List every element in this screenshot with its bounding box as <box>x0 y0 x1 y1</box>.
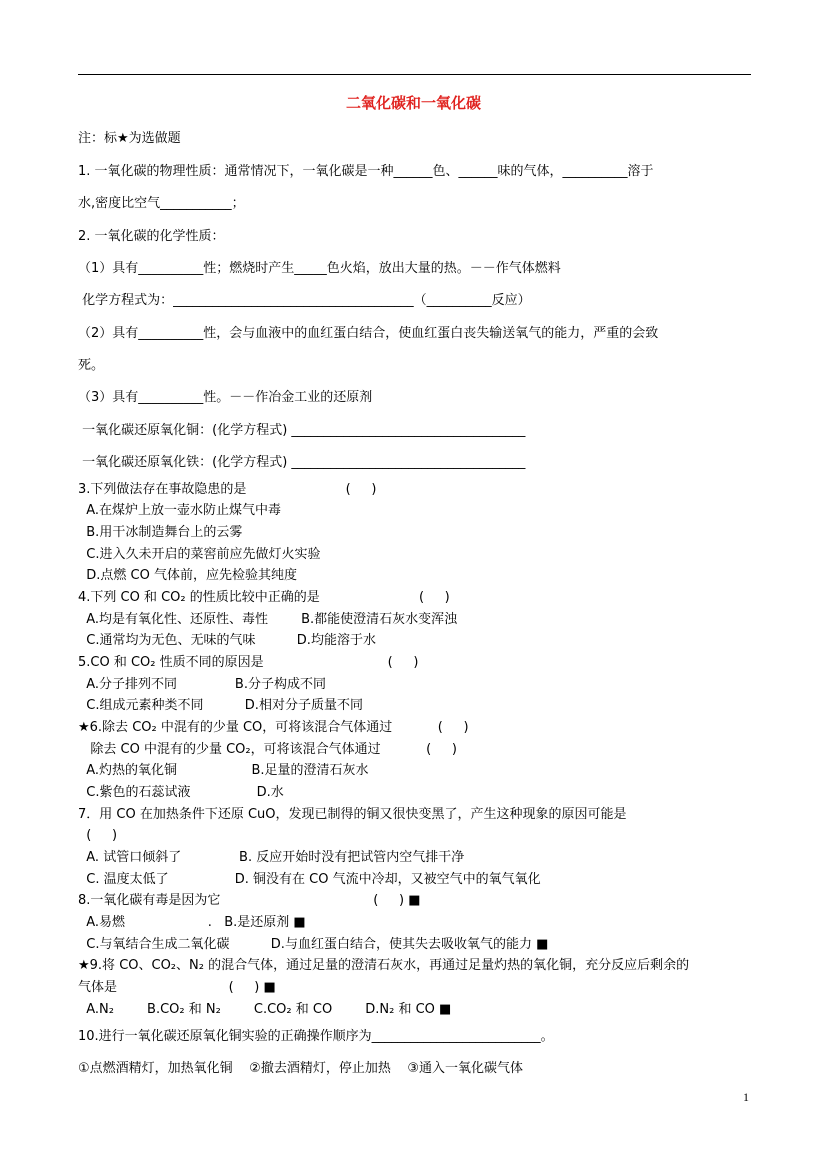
question-6b: 除去 CO 中混有的少量 CO₂，可将该混合气体通过 ( ) <box>78 742 457 757</box>
question-5: 5.CO 和 CO₂ 性质不同的原因是 ( ) <box>78 655 419 670</box>
text-line: 一氧化碳还原氧化铜：(化学方程式) ____________________________________ <box>78 423 526 438</box>
header-rule <box>78 74 751 75</box>
text-line: 气体是 ( ) ■ <box>78 980 276 995</box>
option-line: A.易燃 . B.是还原剂 ■ <box>78 915 306 930</box>
option-line: C. 温度太低了 D. 铜没有在 CO 气流中冷却，又被空气中的氧气氧化 <box>78 872 541 887</box>
question-6: ★6.除去 CO₂ 中混有的少量 CO，可将该混合气体通过 ( ) <box>78 720 469 735</box>
option-line: A. 试管口倾斜了 B. 反应开始时没有把试管内空气排干净 <box>78 850 465 865</box>
question-7: 7．用 CO 在加热条件下还原 CuO，发现已制得的铜又很快变黑了，产生这种现象的原因可能是 <box>78 807 627 822</box>
option-line: B.用干冰制造舞台上的云雾 <box>78 525 243 540</box>
option-line: C.通常均为无色、无味的气味 D.均能溶于水 <box>78 633 376 648</box>
option-line: A.均是有氧化性、还原性、毒性 B.都能使澄清石灰水变浑浊 <box>78 612 458 627</box>
question-8: 8.一氧化碳有毒是因为它 ( ) ■ <box>78 893 421 908</box>
question-3: 3.下列做法存在事故隐患的是 ( ) <box>78 482 377 497</box>
option-line: D.点燃 CO 气体前，应先检验其纯度 <box>78 568 297 583</box>
question-9: ★9.将 CO、CO₂、N₂ 的混合气体，通过足量的澄清石灰水，再通过足量灼热的氧化铜，充分反应后剩余的 <box>78 958 690 973</box>
option-line: C.组成元素种类不同 D.相对分子质量不同 <box>78 698 363 713</box>
page-title: 二氧化碳和一氧化碳 <box>345 94 481 112</box>
text-line: 水,密度比空气___________； <box>78 196 245 211</box>
text-line: （2）具有__________性，会与血液中的血红蛋白结合，使血红蛋白丧失输送氧气的能力，严重的会致 <box>78 326 659 341</box>
step-options: ①点燃酒精灯，加热氧化铜 ②撤去酒精灯，停止加热 ③通入一氧化碳气体 <box>78 1061 524 1076</box>
text-line: （1）具有__________性；燃烧时产生_____色火焰，放出大量的热。－－作气体燃料 <box>78 261 561 276</box>
text-line: 死。 <box>78 358 105 373</box>
note-line: 注：标★为选做题 <box>78 131 181 146</box>
question-4: 4.下列 CO 和 CO₂ 的性质比较中正确的是 ( ) <box>78 590 450 605</box>
option-line: A.N₂ B.CO₂ 和 N₂ C.CO₂ 和 CO D.N₂ 和 CO ■ <box>78 1002 452 1017</box>
option-line: C.与氧结合生成二氧化碳 D.与血红蛋白结合，使其失去吸收氧气的能力 ■ <box>78 937 549 952</box>
question-10: 10.进行一氧化碳还原氧化铜实验的正确操作顺序为__________________________。 <box>78 1029 554 1044</box>
page-number: 1 <box>743 1090 749 1104</box>
option-line: C.进入久未开启的菜窖前应先做灯火实验 <box>78 547 321 562</box>
option-line: A.分子排列不同 B.分子构成不同 <box>78 677 326 692</box>
text-line: 一氧化碳还原氧化铁：(化学方程式) ____________________________________ <box>78 455 526 470</box>
text-line: 化学方程式为：_____________________________________（__________反应） <box>78 293 531 308</box>
option-line: A.在煤炉上放一壶水防止煤气中毒 <box>78 503 282 518</box>
text-line: （3）具有__________性。－－作冶金工业的还原剂 <box>78 390 373 405</box>
option-line: C.紫色的石蕊试液 D.水 <box>78 785 284 800</box>
text-line: 1. 一氧化碳的物理性质：通常情况下，一氧化碳是一种______色、______味的气体，__________溶于 <box>78 164 654 179</box>
text-line: 2. 一氧化碳的化学性质： <box>78 229 225 244</box>
option-line: A.灼热的氧化铜 B.足量的澄清石灰水 <box>78 763 369 778</box>
answer-bracket: ( ) <box>78 828 118 843</box>
